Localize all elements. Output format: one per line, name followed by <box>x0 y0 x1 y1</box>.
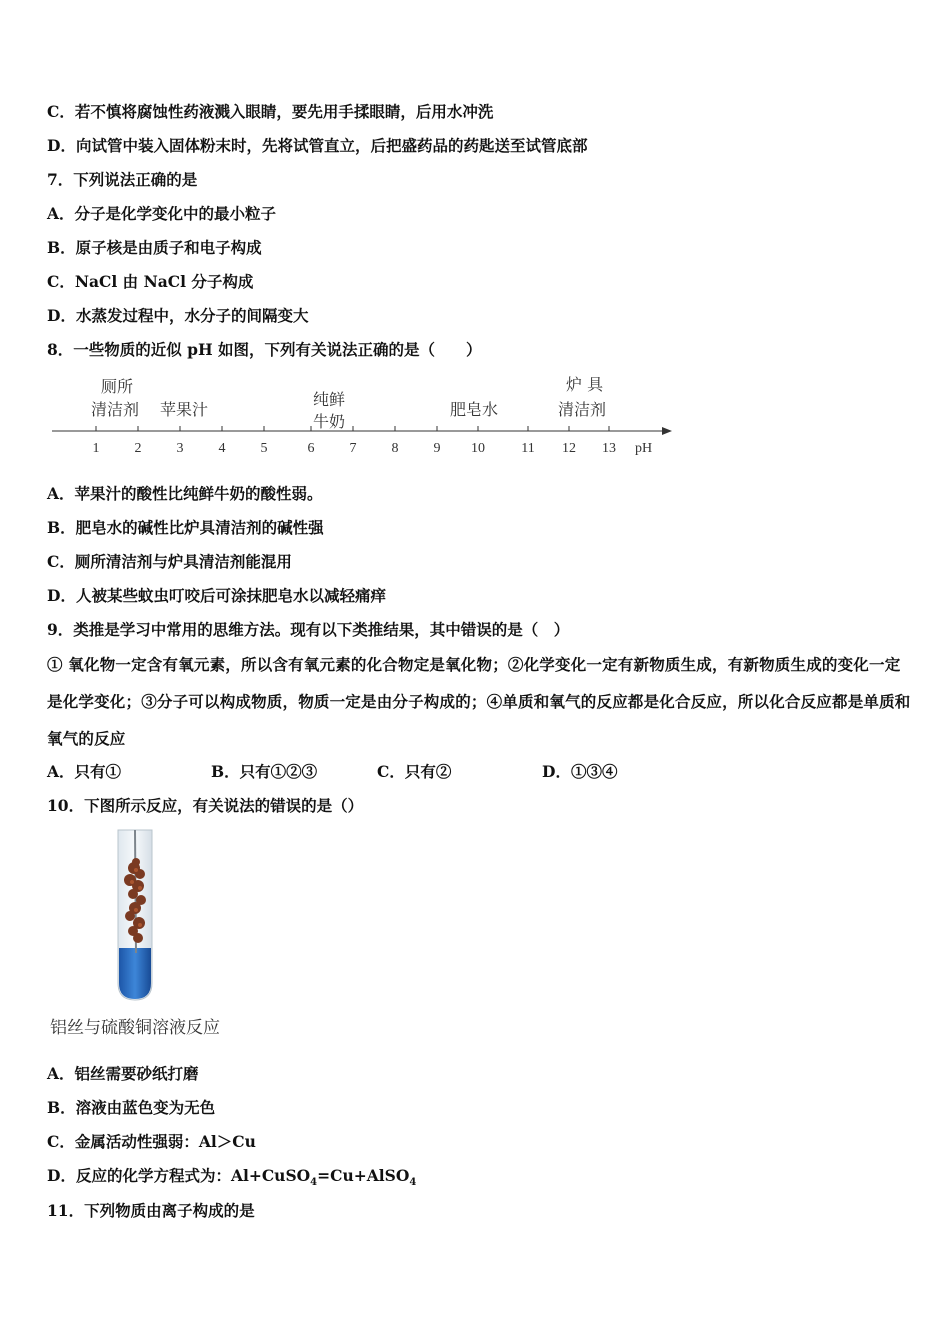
label-milk-2: 牛奶 <box>313 412 346 431</box>
ph-tick-label: 11 <box>521 441 535 456</box>
label-apple-juice: 苹果汁 <box>160 400 209 419</box>
subscript-4-b: 4 <box>409 1177 417 1189</box>
label-toilet-cleaner-1: 厕所 <box>101 377 134 396</box>
q9-option-b: B．只有①②③ <box>211 762 318 781</box>
q8-option-d: D．人被某些蚊虫叮咬后可涂抹肥皂水以减轻痛痒 <box>47 586 386 605</box>
q9-stem: 9．类推是学习中常用的思维方法。现有以下类推结果，其中错误的是（ ） <box>47 620 570 639</box>
ph-tick-label: 12 <box>562 441 576 456</box>
q8-stem: 8．一些物质的近似 pH 如图，下列有关说法正确的是（ ） <box>47 340 482 359</box>
ph-tick-label: 3 <box>176 441 184 456</box>
ph-scale-diagram <box>0 370 950 470</box>
q9-option-a: A．只有① <box>47 762 122 781</box>
ph-tick-label: 7 <box>349 441 357 456</box>
label-stove-cleaner-2: 清洁剂 <box>558 400 607 419</box>
ph-substance-labels <box>91 375 606 431</box>
q7-stem: 7．下列说法正确的是 <box>47 170 198 189</box>
equation-prefix: D．反应的化学方程式为：Al+CuSO <box>47 1166 311 1185</box>
q9-option-c: C．只有② <box>377 762 452 781</box>
ph-axis-arrow <box>662 427 672 435</box>
q11-stem: 11．下列物质由离子构成的是 <box>47 1201 255 1220</box>
q7-option-c: C．NaCl 由 NaCl 分子构成 <box>47 272 254 291</box>
label-stove-cleaner-1: 炉 具 <box>566 375 604 394</box>
test-tube-photo <box>100 828 180 1008</box>
q10-stem: 10．下图所示反应，有关说法的错误的是（） <box>47 796 364 815</box>
equation-mid: =Cu+AlSO <box>317 1166 410 1185</box>
figure-caption: 铝丝与硫酸铜溶液反应 <box>50 1018 220 1038</box>
ph-tick-label: 9 <box>433 441 441 456</box>
ph-tick-label: 4 <box>218 441 226 456</box>
ph-tick-label: 13 <box>602 441 616 456</box>
q7-option-b: B．原子核是由质子和电子构成 <box>47 238 262 257</box>
ph-tick-label: 6 <box>307 441 315 456</box>
ph-tick-label: 5 <box>260 441 268 456</box>
q6-option-d: D．向试管中装入固体粉末时，先将试管直立，后把盛药品的药匙送至试管底部 <box>47 136 588 155</box>
q6-option-c: C．若不慎将腐蚀性药液溅入眼睛，要先用手揉眼睛，后用水冲洗 <box>47 102 494 121</box>
q10-option-d <box>47 1166 416 1193</box>
q8-option-b: B．肥皂水的碱性比炉具清洁剂的碱性强 <box>47 518 324 537</box>
ph-axis-label: pH <box>635 441 653 456</box>
ph-tick-label: 8 <box>391 441 399 456</box>
q10-option-b: B．溶液由蓝色变为无色 <box>47 1098 216 1117</box>
ph-tick-label: 1 <box>92 441 100 456</box>
label-milk-1: 纯鲜 <box>313 390 346 409</box>
label-toilet-cleaner-2: 清洁剂 <box>91 400 140 419</box>
q7-option-d: D．水蒸发过程中，水分子的间隔变大 <box>47 306 309 325</box>
ph-tick-label: 2 <box>134 441 142 456</box>
q7-option-a: A．分子是化学变化中的最小粒子 <box>47 204 277 223</box>
q9-statements: ① 氧化物一定含有氧元素，所以含有氧元素的化合物定是氧化物；②化学变化一定有新物质生成，有新物质生成的变化一定是化学变化；③分子可以构成物质，物质一定是由分子构成的；④单质和氧气的反应都是化合反应，所以化合反应都是单质和氧气的反应 <box>47 655 911 748</box>
q8-option-c: C．厕所清洁剂与炉具清洁剂能混用 <box>47 552 292 571</box>
q8-option-a: A．苹果汁的酸性比纯鲜牛奶的酸性弱。 <box>47 484 323 503</box>
blue-solution <box>119 948 151 999</box>
label-soap-water: 肥皂水 <box>450 400 499 419</box>
q10-option-a: A．铝丝需要砂纸打磨 <box>47 1064 199 1083</box>
q10-option-c: C．金属活动性强弱：Al＞Cu <box>47 1132 256 1151</box>
ph-tick-label: 10 <box>471 441 485 456</box>
q9-option-d: D．①③④ <box>542 762 618 781</box>
subscript-4-a: 4 <box>310 1177 318 1189</box>
